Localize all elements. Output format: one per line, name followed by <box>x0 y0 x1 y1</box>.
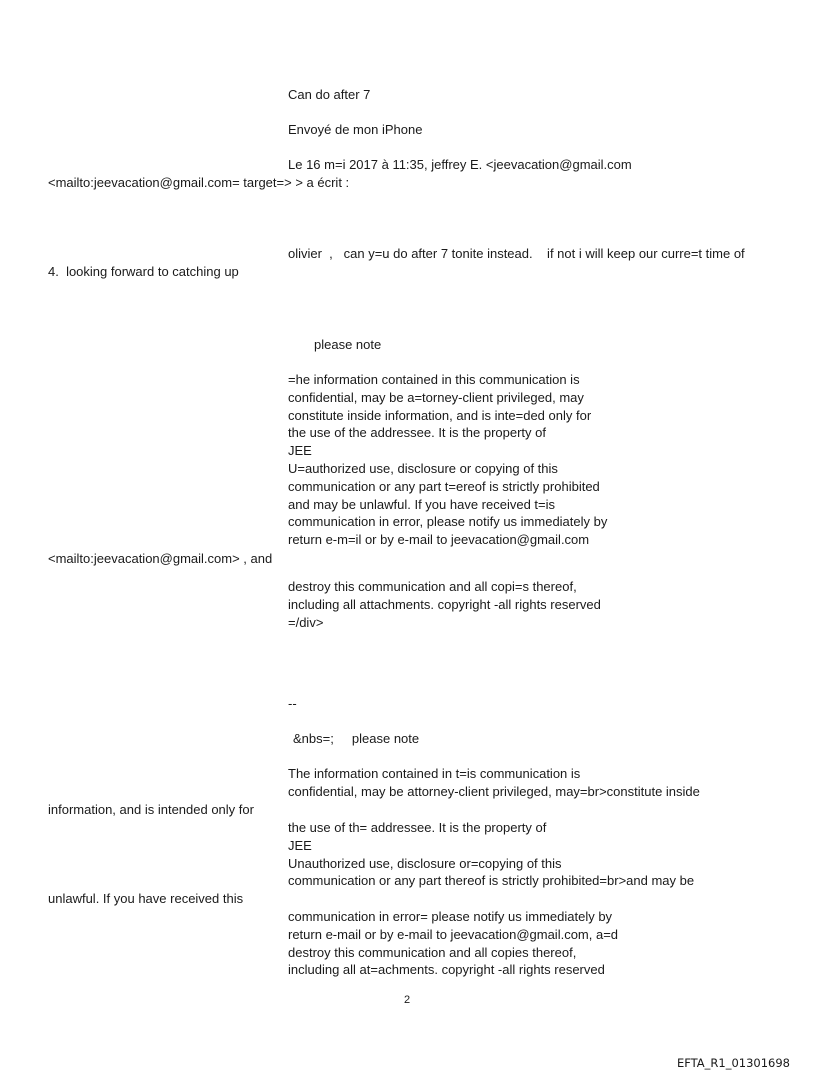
quote-header-line1: Le 16 m=i 2017 à 11:35, jeffrey E. <jeevacation@gmail.com <box>288 157 632 172</box>
disclaimer1-line: communication or any part t=ereof is strictly prohibited <box>288 478 600 494</box>
disclaimer2-line: Unauthorized use, disclosure or=copying of this <box>288 855 562 871</box>
disclaimer1-line: the use of the addressee. It is the property of <box>288 425 546 441</box>
disclaimer2-line: including all at=achments. copyright -all rights reserved <box>288 962 605 978</box>
disclaimer1-line: confidential, may be a=torney-client privileged, may <box>288 389 584 405</box>
disclaimer2-left-a: information, and is intended only for <box>48 802 254 817</box>
disclaimer2-line: the use of th= addressee. It is the property of <box>288 820 547 835</box>
disclaimer2-line: confidential, may be attorney-client privileged, may=br>constitute inside <box>288 783 700 799</box>
disclaimer2-body-a <box>288 765 808 801</box>
disclaimer2-line: The information contained in t=is communication is <box>288 766 581 781</box>
signature: Envoyé de mon iPhone <box>288 122 423 137</box>
disclaimer1-line: U=authorized use, disclosure or copying of this <box>288 460 558 476</box>
disclaimer1-line: and may be unlawful. If you have received t=is <box>288 496 556 512</box>
message-line1: olivier , can y=u do after 7 tonite instead. if not i will keep our curre=t time of <box>288 246 745 261</box>
message-line2: 4. looking forward to catching up <box>48 264 239 279</box>
disclaimer1-tail-line: =/div> <box>288 614 324 630</box>
disclaimer2-line: communication or any part thereof is strictly prohibited=br>and may be <box>288 873 695 889</box>
disclaimer2-body-c <box>288 908 808 979</box>
disclaimer1-line: JEE <box>288 443 312 459</box>
disclaimer1-body <box>288 371 808 549</box>
disclaimer1-tail-line: including all attachments. copyright -all rights reserved <box>288 596 601 612</box>
disclaimer2-body-b <box>288 819 808 890</box>
signature-separator: -- <box>288 696 297 711</box>
disclaimer1-line: communication in error, please notify us immediately by <box>288 514 608 530</box>
quote-header-line2: <mailto:jeevacation@gmail.com= target=> > a écrit : <box>48 175 350 190</box>
disclaimer2-heading: &nbs=; please note <box>293 731 420 746</box>
page-number: 2 <box>404 994 411 1006</box>
disclaimer1-line: =he information contained in this communication is <box>288 372 580 387</box>
disclaimer2-line: destroy this communication and all copies thereof, <box>288 944 577 960</box>
disclaimer1-heading: please note <box>314 337 382 352</box>
disclaimer2-line: JEE <box>288 837 312 853</box>
disclaimer2-left-b: unlawful. If you have received this <box>48 891 244 906</box>
disclaimer1-line: return e-m=il or by e-mail to jeevacation@gmail.com <box>288 532 590 548</box>
disclaimer1-line: constitute inside information, and is inte=ded only for <box>288 407 592 423</box>
reply-text: Can do after 7 <box>288 87 371 102</box>
disclaimer2-line: communication in error= please notify us immediately by <box>288 909 613 924</box>
disclaimer2-line: return e-mail or by e-mail to jeevacation@gmail.com, a=d <box>288 926 619 942</box>
document-id: EFTA_R1_01301698 <box>676 1056 790 1070</box>
disclaimer1-mailto: <mailto:jeevacation@gmail.com> , and <box>48 551 273 566</box>
disclaimer1-tail-line: destroy this communication and all copi=s thereof, <box>288 579 577 594</box>
disclaimer1-tail <box>288 578 808 631</box>
